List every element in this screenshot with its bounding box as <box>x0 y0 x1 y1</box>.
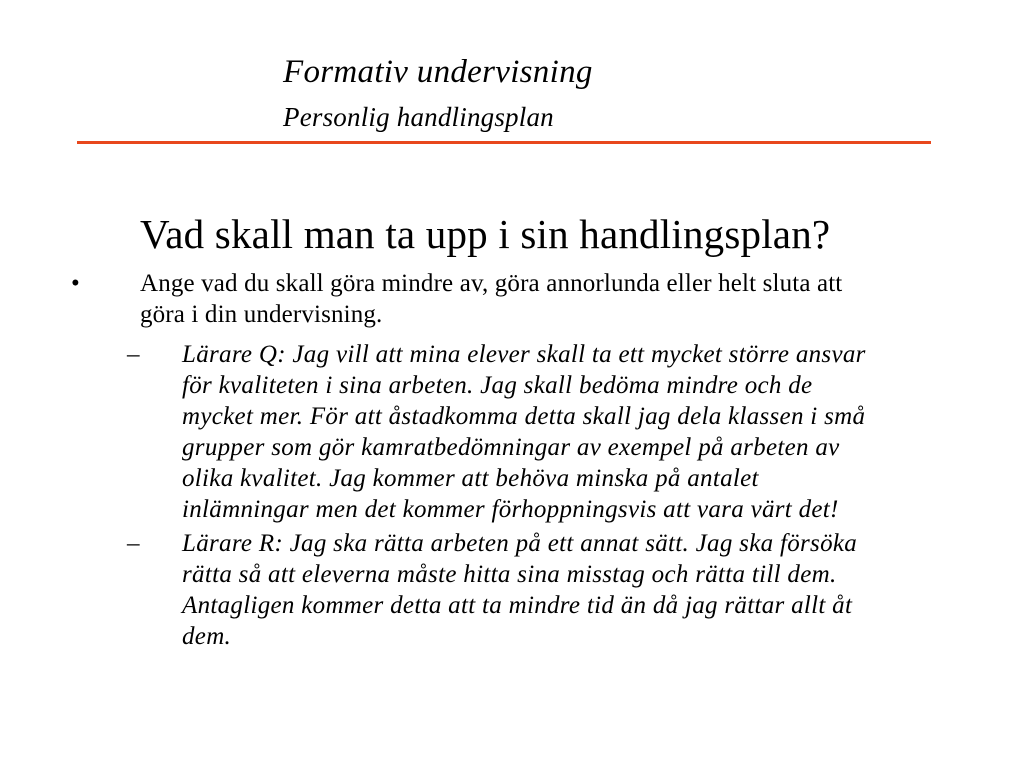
sub-item-line: dem. <box>182 623 232 650</box>
dash-icon: – <box>127 530 140 557</box>
slide-title: Formativ undervisning <box>283 54 593 90</box>
content-heading: Vad skall man ta upp i sin handlingsplan? <box>140 211 831 257</box>
sub-item-line: Lärare R: Jag ska rätta arbeten på ett annat sätt. Jag ska försöka <box>182 530 858 557</box>
title-divider <box>77 141 931 144</box>
bullet-text <box>140 268 842 330</box>
bullet-line: Ange vad du skall göra mindre av, göra annorlunda eller helt sluta att <box>140 270 843 297</box>
slide-subtitle: Personlig handlingsplan <box>283 102 554 132</box>
sub-item-text <box>182 528 857 652</box>
sub-item-line: mycket mer. För att åstadkomma detta skall jag dela klassen i små <box>182 403 866 430</box>
sub-item-line: för kvaliteten i sina arbeten. Jag skall bedöma mindre och de <box>182 372 813 399</box>
dash-icon: – <box>127 341 140 368</box>
bullet-icon: • <box>71 270 80 297</box>
sub-item-line: inlämningar men det kommer förhoppningsvis att vara värt det! <box>182 496 839 523</box>
sub-item-line: grupper som gör kamratbedömningar av exempel på arbeten av <box>182 434 840 461</box>
sub-item-line: Lärare Q: Jag vill att mina elever skall ta ett mycket större ansvar <box>182 341 866 368</box>
sub-item-line: rätta så att eleverna måste hitta sina misstag och rätta till dem. <box>182 561 837 588</box>
sub-item-line: Antagligen kommer detta att ta mindre tid än då jag rättar allt åt <box>182 592 853 619</box>
sub-item-line: olika kvalitet. Jag kommer att behöva minska på antalet <box>182 465 759 492</box>
bullet-line: göra i din undervisning. <box>140 301 383 328</box>
sub-item-text <box>182 339 866 525</box>
